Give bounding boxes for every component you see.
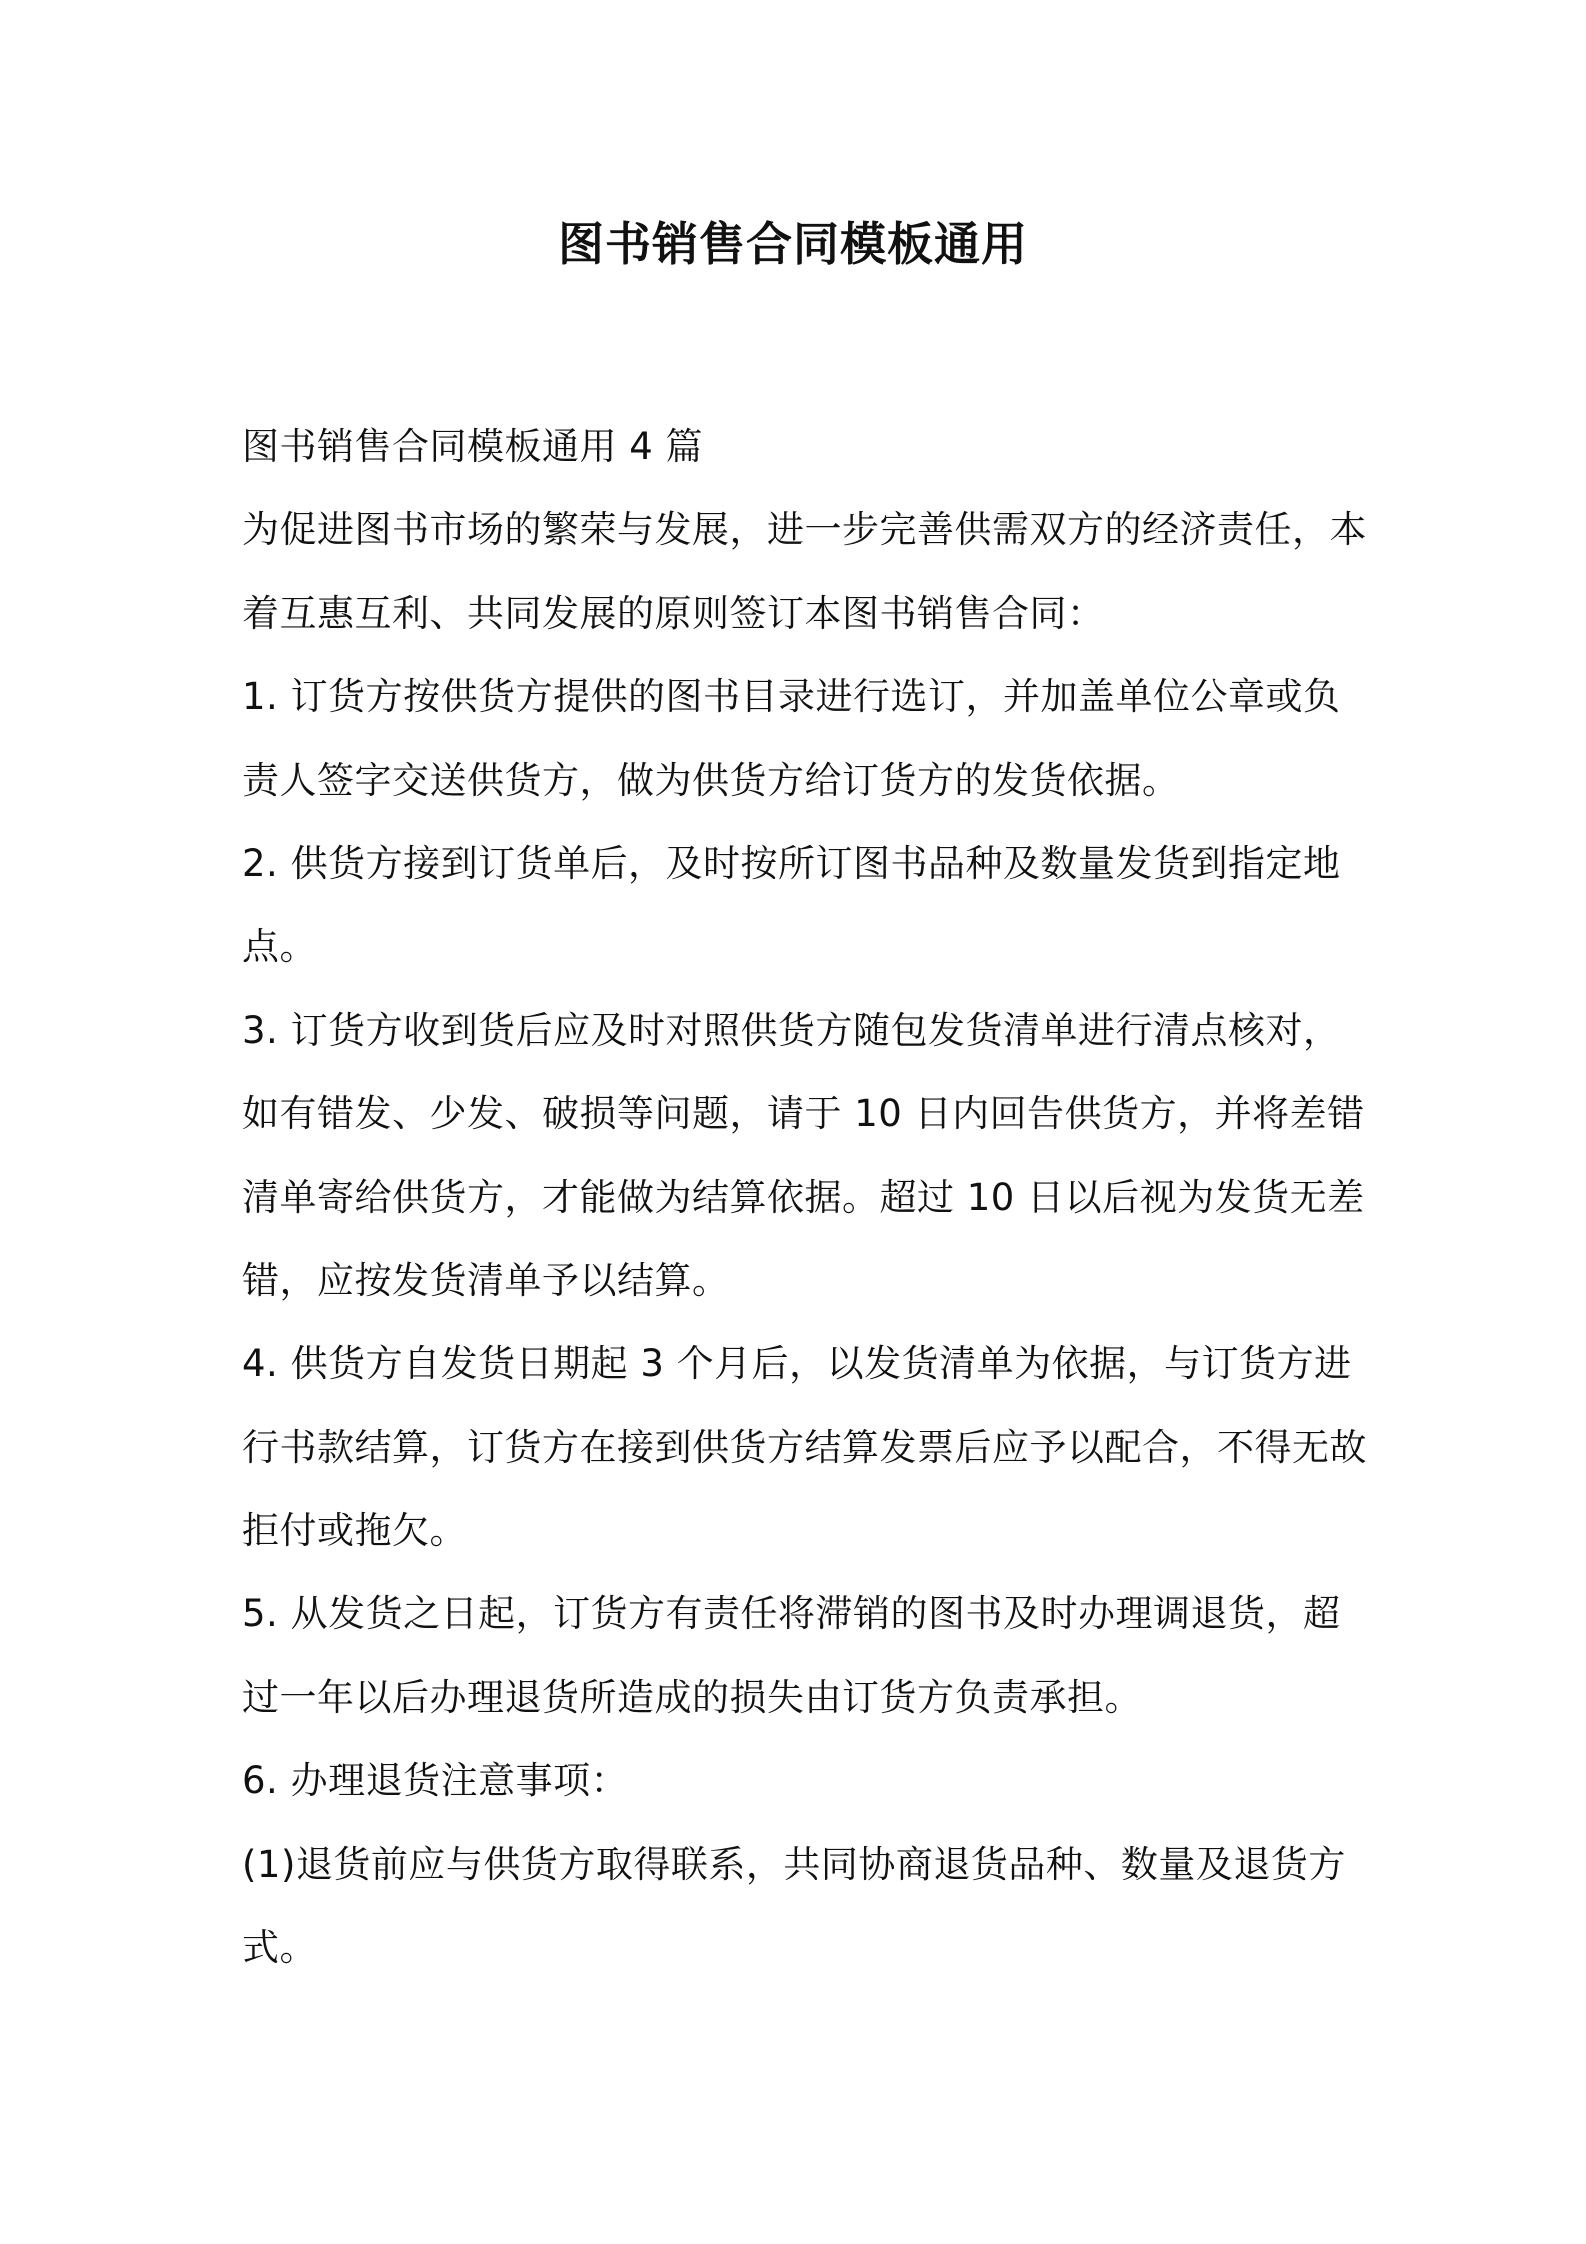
text-line: 图书销售合同模板通用 4 篇 (242, 425, 704, 468)
text-line: 拒付或拖欠。 (242, 1509, 467, 1553)
text-line: 清单寄给供货方，才能做为结算依据。超过 10 日以后视为发货无差 (242, 1175, 1365, 1219)
text-line: 行书款结算，订货方在接到供货方结算发票后应予以配合，不得无故 (242, 1425, 1367, 1469)
text-line: 3. 订货方收到货后应及时对照供货方随包发货清单进行清点核对， (242, 1008, 1341, 1052)
text-line: 4. 供货方自发货日期起 3 个月后，以发货清单为依据，与订货方进 (242, 1342, 1352, 1386)
text-line: 6. 办理退货注意事项： (242, 1759, 629, 1803)
text-line: 5. 从发货之日起，订货方有责任将滞销的图书及时办理调退货，超 (242, 1592, 1341, 1636)
text-line: 2. 供货方接到订货单后，及时按所订图书品种及数量发货到指定地 (242, 841, 1341, 885)
text-line: 错，应按发货清单予以结算。 (242, 1258, 730, 1302)
document-title: 图书销售合同模板通用 (558, 217, 1028, 271)
text-line: 如有错发、少发、破损等问题，请于 10 日内回告供货方，并将差错 (242, 1092, 1365, 1136)
text-line: 过一年以后办理退货所造成的损失由订货方负责承担。 (242, 1675, 1142, 1719)
text-line: 点。 (242, 925, 317, 969)
text-line: 为促进图书市场的繁荣与发展，进一步完善供需双方的经济责任，本 (242, 508, 1367, 552)
text-line: 责人签字交送供货方，做为供货方给订货方的发货依据。 (242, 758, 1180, 802)
text-line: 式。 (242, 1926, 317, 1970)
text-line: 1. 订货方按供货方提供的图书目录进行选订，并加盖单位公章或负 (242, 675, 1341, 719)
text-line: 着互惠互利、共同发展的原则签订本图书销售合同： (242, 591, 1105, 635)
document-body (242, 405, 1367, 1989)
text-line: (1)退货前应与供货方取得联系，共同协商退货品种、数量及退货方 (242, 1842, 1346, 1886)
